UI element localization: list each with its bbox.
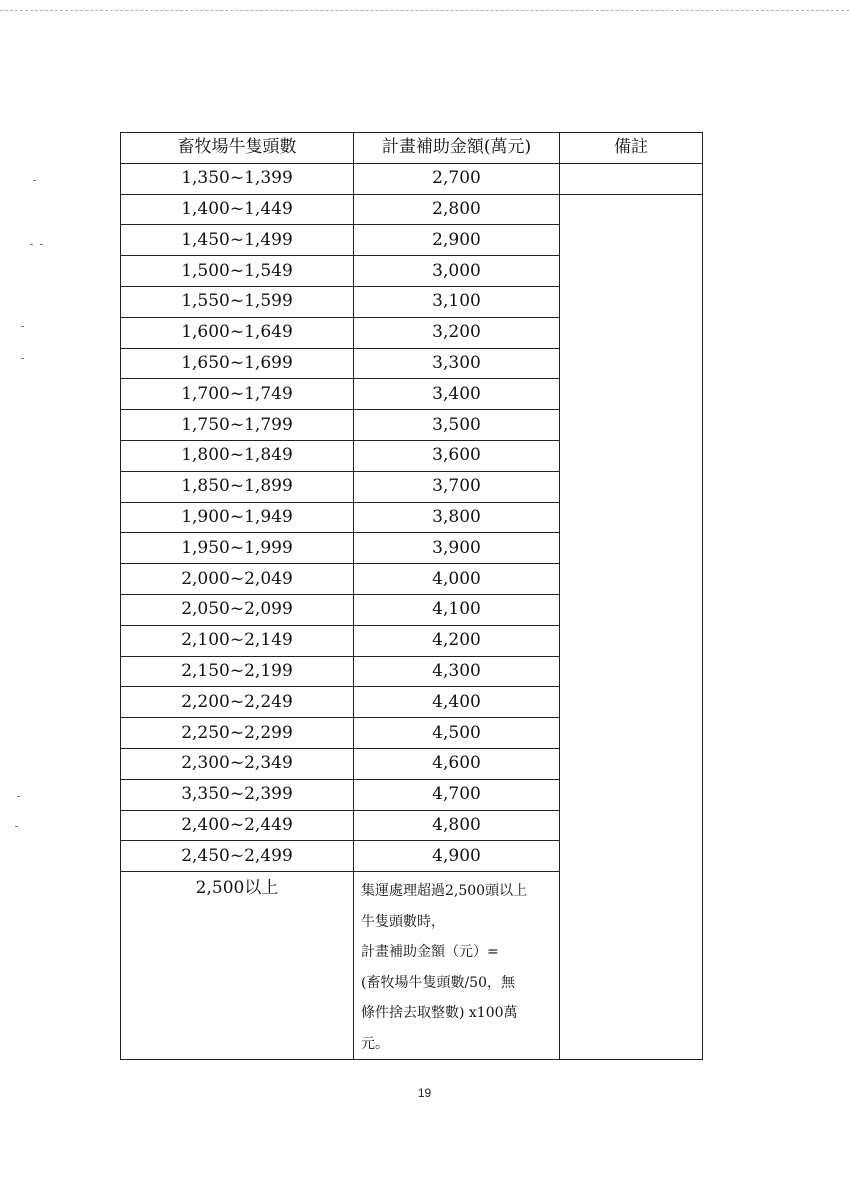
subsidy-amount: 4,600 xyxy=(354,748,560,779)
subsidy-amount: 2,700 xyxy=(354,163,560,194)
scan-speck xyxy=(21,358,24,359)
subsidy-amount: 4,100 xyxy=(354,594,560,625)
formula-line: 牛隻頭數時， xyxy=(361,913,445,930)
subsidy-amount: 4,000 xyxy=(354,564,560,595)
formula-line: 集運處理超過2,500頭以上 xyxy=(361,883,528,900)
cattle-count-range: 1,700~1,749 xyxy=(121,379,354,410)
scan-speck xyxy=(33,180,36,181)
cattle-count-range: 1,750~1,799 xyxy=(121,410,354,441)
scan-speck xyxy=(21,326,24,327)
subsidy-amount: 3,100 xyxy=(354,286,560,317)
cattle-count-range: 1,350~1,399 xyxy=(121,163,354,194)
subsidy-amount: 3,500 xyxy=(354,410,560,441)
cattle-count-range: 1,400~1,449 xyxy=(121,194,354,225)
scan-speck xyxy=(15,826,18,827)
formula-line: 條件捨去取整數) x100萬 xyxy=(361,1005,518,1022)
subsidy-amount: 3,700 xyxy=(354,471,560,502)
subsidy-amount: 3,800 xyxy=(354,502,560,533)
cattle-count-range: 1,650~1,699 xyxy=(121,348,354,379)
subsidy-amount: 3,300 xyxy=(354,348,560,379)
subsidy-formula xyxy=(354,872,560,1060)
table-body xyxy=(121,163,703,1059)
scan-speck xyxy=(17,796,20,797)
cattle-count-range: 2,500以上 xyxy=(121,872,354,1060)
cattle-count-range: 1,800~1,849 xyxy=(121,440,354,471)
cattle-count-range: 2,000~2,049 xyxy=(121,564,354,595)
cattle-count-range: 1,600~1,649 xyxy=(121,317,354,348)
cattle-count-range: 2,200~2,249 xyxy=(121,687,354,718)
subsidy-amount: 3,600 xyxy=(354,440,560,471)
remarks-cell-merged xyxy=(560,194,703,1060)
subsidy-amount: 4,400 xyxy=(354,687,560,718)
table-row xyxy=(121,163,703,194)
remarks-cell xyxy=(560,163,703,194)
header-remarks: 備註 xyxy=(560,133,703,164)
table-header-row xyxy=(121,133,703,164)
subsidy-amount: 4,900 xyxy=(354,841,560,872)
cattle-count-range: 3,350~2,399 xyxy=(121,779,354,810)
formula-line: 元。 xyxy=(361,1035,389,1052)
subsidy-amount: 2,900 xyxy=(354,225,560,256)
header-subsidy-amount: 計畫補助金額(萬元) xyxy=(354,133,560,164)
cattle-count-range: 2,050~2,099 xyxy=(121,594,354,625)
subsidy-amount: 2,800 xyxy=(354,194,560,225)
subsidy-amount: 3,400 xyxy=(354,379,560,410)
subsidy-amount: 4,200 xyxy=(354,625,560,656)
header-cattle-count: 畜牧場牛隻頭數 xyxy=(121,133,354,164)
formula-line: (畜牧場牛隻頭數/50，無 xyxy=(361,974,515,991)
page-number: 19 xyxy=(417,1086,432,1100)
cattle-count-range: 1,900~1,949 xyxy=(121,502,354,533)
subsidy-table xyxy=(120,132,703,1060)
scan-speck xyxy=(30,244,33,245)
subsidy-amount: 4,700 xyxy=(354,779,560,810)
cattle-count-range: 1,500~1,549 xyxy=(121,256,354,287)
cattle-count-range: 1,950~1,999 xyxy=(121,533,354,564)
cattle-count-range: 1,550~1,599 xyxy=(121,286,354,317)
subsidy-amount: 3,900 xyxy=(354,533,560,564)
cattle-count-range: 2,150~2,199 xyxy=(121,656,354,687)
cattle-count-range: 2,400~2,449 xyxy=(121,810,354,841)
cattle-count-range: 2,300~2,349 xyxy=(121,748,354,779)
subsidy-amount: 4,800 xyxy=(354,810,560,841)
cattle-count-range: 2,100~2,149 xyxy=(121,625,354,656)
scan-edge-line xyxy=(0,10,849,11)
table-row xyxy=(121,194,703,225)
cattle-count-range: 2,450~2,499 xyxy=(121,841,354,872)
subsidy-amount: 4,300 xyxy=(354,656,560,687)
cattle-count-range: 1,450~1,499 xyxy=(121,225,354,256)
scan-speck xyxy=(40,244,43,245)
subsidy-amount: 3,000 xyxy=(354,256,560,287)
cattle-count-range: 1,850~1,899 xyxy=(121,471,354,502)
subsidy-amount: 4,500 xyxy=(354,718,560,749)
subsidy-amount: 3,200 xyxy=(354,317,560,348)
formula-line: 計畫補助金額（元）= xyxy=(361,944,499,961)
cattle-count-range: 2,250~2,299 xyxy=(121,718,354,749)
